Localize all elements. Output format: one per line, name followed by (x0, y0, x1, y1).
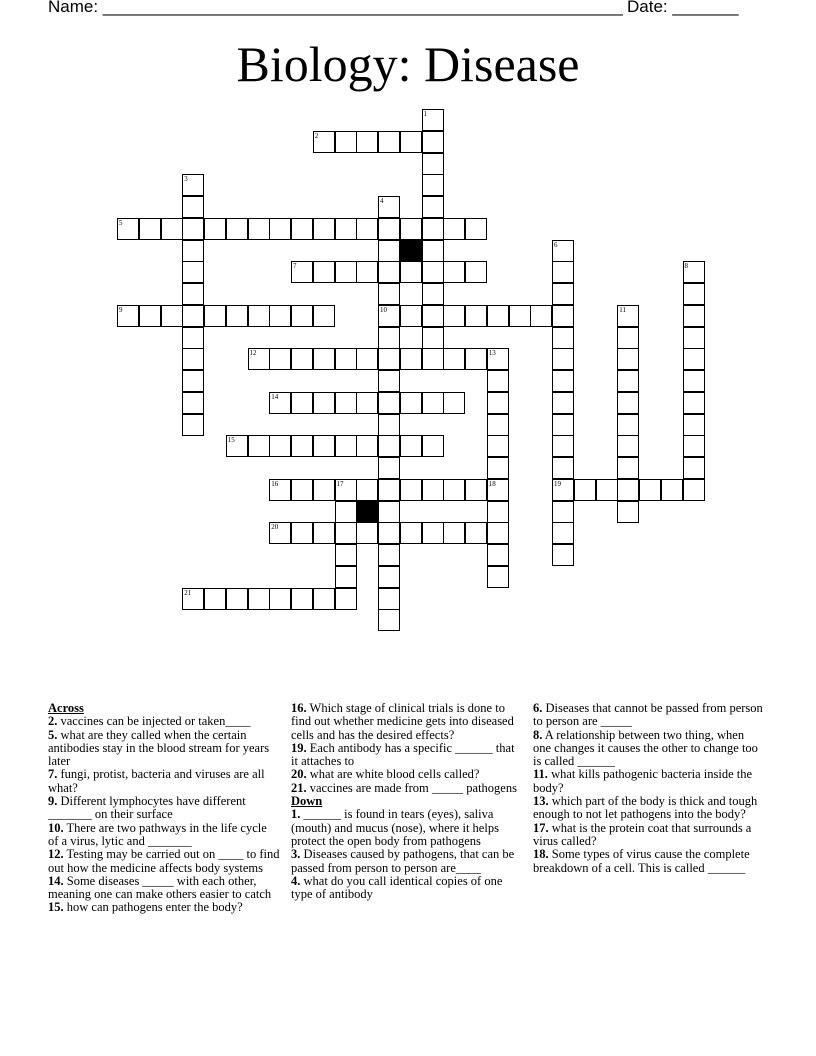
grid-cell[interactable] (356, 435, 378, 457)
grid-cell[interactable] (552, 392, 574, 414)
grid-cell[interactable] (378, 609, 400, 631)
grid-cell[interactable] (335, 392, 357, 414)
grid-cell[interactable] (552, 240, 574, 262)
clues-column-3 (533, 702, 765, 875)
grid-cell[interactable] (683, 348, 705, 370)
grid-cell[interactable] (422, 435, 444, 457)
grid-cell[interactable] (400, 348, 422, 370)
clue-item: 13. which part of the body is thick and tough enough to not let pathogens into the body? (533, 794, 758, 822)
grid-cell[interactable] (226, 305, 248, 327)
grid-cell[interactable] (465, 261, 487, 283)
grid-cell[interactable] (378, 435, 400, 457)
grid-cell[interactable] (378, 348, 400, 370)
clue-item: 7. fungi, protist, bacteria and viruses are all what? (48, 767, 265, 795)
clues-column-2 (291, 702, 523, 901)
grid-cell[interactable] (182, 261, 204, 283)
grid-cell[interactable] (530, 305, 552, 327)
grid-cell[interactable] (422, 218, 444, 240)
clue-item: 3. Diseases caused by pathogens, that can be passed from person to person are____ (291, 847, 515, 875)
grid-cell[interactable] (269, 479, 291, 501)
page-title: Biology: Disease (236, 36, 580, 92)
clue-item: 16. Which stage of clinical trials is done to find out whether medicine gets into diseased cells and has the desired effects? (291, 701, 514, 742)
clue-number: 20 (271, 523, 279, 532)
grid-cell[interactable] (443, 392, 465, 414)
grid-cell[interactable] (356, 348, 378, 370)
grid-cell[interactable] (465, 218, 487, 240)
grid-cell[interactable] (683, 327, 705, 349)
grid-cell[interactable] (269, 218, 291, 240)
grid-cell[interactable] (552, 327, 574, 349)
grid-cell[interactable] (204, 218, 226, 240)
grid-cell[interactable] (335, 348, 357, 370)
grid-cell[interactable] (465, 348, 487, 370)
grid-cell[interactable] (182, 283, 204, 305)
black-square (356, 501, 378, 523)
clue-item: 8. A relationship between two thing, when one changes it causes the other to change too is called ______ (533, 727, 758, 769)
clue-item: 20. what are white blood cells called? (291, 767, 480, 782)
grid-cell[interactable] (356, 479, 378, 501)
clue-number: 9 (119, 305, 123, 314)
grid-cell[interactable] (291, 522, 313, 544)
clue-item: 15. how can pathogens enter the body? (48, 900, 243, 915)
grid-cell[interactable] (552, 414, 574, 436)
grid-cell[interactable] (617, 370, 639, 392)
grid-cell[interactable] (335, 522, 357, 544)
grid-cell[interactable] (182, 305, 204, 327)
clue-number: 17 (336, 479, 344, 488)
grid-cell[interactable] (465, 479, 487, 501)
grid-cell[interactable] (617, 327, 639, 349)
grid-cell[interactable] (617, 435, 639, 457)
grid-cell[interactable] (335, 131, 357, 153)
grid-cell[interactable] (313, 588, 335, 610)
grid-cell[interactable] (683, 435, 705, 457)
grid-cell[interactable] (378, 218, 400, 240)
grid-cell[interactable] (182, 218, 204, 240)
grid-cell[interactable] (552, 305, 574, 327)
grid-cell[interactable] (248, 218, 270, 240)
grid-cell[interactable] (552, 283, 574, 305)
grid-cell[interactable] (356, 218, 378, 240)
grid-cell[interactable] (596, 479, 618, 501)
grid-cell[interactable] (487, 305, 509, 327)
grid-cell[interactable] (182, 392, 204, 414)
grid-cell[interactable] (269, 435, 291, 457)
clue-number: 7 (293, 262, 297, 271)
clue-number: 1 (423, 110, 427, 118)
clue-number: 14 (271, 392, 279, 401)
grid-cell[interactable] (617, 457, 639, 479)
clue-item: 21. vaccines are made from _____ pathogens (291, 780, 517, 795)
grid-cell[interactable] (683, 261, 705, 283)
grid-cell[interactable] (378, 392, 400, 414)
grid-cell[interactable] (422, 283, 444, 305)
grid-cell[interactable] (313, 435, 335, 457)
grid-cell[interactable] (487, 348, 509, 370)
grid-cell[interactable] (400, 392, 422, 414)
grid-cell[interactable] (378, 414, 400, 436)
grid-cell[interactable] (683, 457, 705, 479)
clue-number: 12 (249, 349, 257, 358)
grid-cell[interactable] (378, 370, 400, 392)
grid-cell[interactable] (422, 348, 444, 370)
grid-cell[interactable] (356, 261, 378, 283)
grid-cell[interactable] (443, 305, 465, 327)
clue-number: 15 (227, 436, 235, 445)
grid-cell[interactable] (617, 479, 639, 501)
grid-cell[interactable] (487, 522, 509, 544)
date-field[interactable]: Date: _______ (627, 0, 739, 16)
grid-cell[interactable] (117, 305, 139, 327)
grid-cell[interactable] (313, 348, 335, 370)
grid-cell[interactable] (422, 261, 444, 283)
grid-cell[interactable] (204, 305, 226, 327)
grid-cell[interactable] (182, 348, 204, 370)
grid-cell[interactable] (182, 370, 204, 392)
clue-item: 5. what are they called when the certain antibodies stay in the blood stream for years later (48, 727, 270, 769)
grid-cell[interactable] (313, 305, 335, 327)
grid-cell[interactable] (291, 588, 313, 610)
clue-item: 14. Some diseases _____ with each other, meaning one can make others easier to catch (48, 873, 272, 902)
clue-number: 21 (184, 588, 192, 597)
clue-number: 19 (554, 479, 561, 488)
grid-cell[interactable] (400, 218, 422, 240)
grid-cell[interactable] (443, 479, 465, 501)
grid-cell[interactable] (400, 522, 422, 544)
clue-number: 11 (619, 305, 627, 314)
grid-cell[interactable] (182, 174, 204, 196)
clue-number: 10 (380, 305, 387, 314)
grid-cell[interactable] (291, 348, 313, 370)
grid-cell[interactable] (443, 348, 465, 370)
grid-cell[interactable] (313, 522, 335, 544)
grid-cell[interactable] (291, 479, 313, 501)
grid-cell[interactable] (182, 240, 204, 262)
grid-cell[interactable] (552, 435, 574, 457)
clue-number: 16 (271, 479, 279, 488)
clue-number: 13 (488, 349, 496, 358)
grid-cell[interactable] (139, 218, 161, 240)
grid-cell[interactable] (400, 305, 422, 327)
grid-cell[interactable] (335, 261, 357, 283)
grid-cell[interactable] (313, 218, 335, 240)
clue-item: 10. There are two pathways in the life cycle of a virus, lytic and _______ (48, 820, 267, 848)
grid-cell[interactable] (465, 522, 487, 544)
grid-cell[interactable] (400, 131, 422, 153)
grid-cell[interactable] (617, 305, 639, 327)
grid-cell[interactable] (117, 218, 139, 240)
grid-cell[interactable] (291, 261, 313, 283)
grid-cell[interactable] (378, 261, 400, 283)
grid-cell[interactable] (378, 479, 400, 501)
grid-cell[interactable] (422, 196, 444, 218)
grid-cell[interactable] (683, 392, 705, 414)
grid-cell[interactable] (661, 479, 683, 501)
grid-cell[interactable] (313, 479, 335, 501)
grid-cell[interactable] (378, 327, 400, 349)
grid-cell[interactable] (617, 501, 639, 523)
grid-cell[interactable] (291, 305, 313, 327)
grid-cell[interactable] (356, 392, 378, 414)
grid-cell[interactable] (487, 370, 509, 392)
grid-cell[interactable] (248, 588, 270, 610)
name-field[interactable]: Name: _______________________________________________________ (48, 0, 623, 16)
grid-cell[interactable] (226, 435, 248, 457)
grid-cell[interactable] (248, 348, 270, 370)
grid-cell[interactable] (378, 501, 400, 523)
grid-cell[interactable] (487, 435, 509, 457)
grid-cell[interactable] (639, 479, 661, 501)
grid-cell[interactable] (378, 240, 400, 262)
grid-cell[interactable] (683, 305, 705, 327)
clue-item: 17. what is the protein coat that surrounds a virus called? (533, 820, 752, 848)
clue-item: 6. Diseases that cannot be passed from person to person are _____ (533, 701, 763, 729)
grid-cell[interactable] (335, 501, 357, 523)
grid-cell[interactable] (182, 588, 204, 610)
grid-cell[interactable] (291, 218, 313, 240)
grid-cell[interactable] (552, 348, 574, 370)
grid-cell[interactable] (443, 218, 465, 240)
grid-cell[interactable] (617, 414, 639, 436)
grid-cell[interactable] (291, 435, 313, 457)
grid-cell[interactable] (487, 501, 509, 523)
grid-cell[interactable] (574, 479, 596, 501)
clue-item: 19. Each antibody has a specific ______ that it attaches to (291, 740, 515, 769)
grid-cell[interactable] (443, 261, 465, 283)
clues-column-1 (48, 702, 280, 915)
grid-cell[interactable] (335, 435, 357, 457)
grid-cell[interactable] (269, 392, 291, 414)
grid-cell[interactable] (487, 392, 509, 414)
grid-cell[interactable] (291, 392, 313, 414)
grid-cell[interactable] (356, 131, 378, 153)
grid-cell[interactable] (487, 566, 509, 588)
grid-cell[interactable] (487, 479, 509, 501)
grid-cell[interactable] (400, 435, 422, 457)
grid-cell[interactable] (552, 261, 574, 283)
grid-cell[interactable] (269, 522, 291, 544)
grid-cell[interactable] (378, 131, 400, 153)
grid-cell[interactable] (378, 196, 400, 218)
clue-number: 4 (380, 197, 384, 205)
grid-cell[interactable] (226, 588, 248, 610)
clue-item: 4. what do you call identical copies of one type of antibody (291, 873, 503, 902)
grid-cell[interactable] (443, 522, 465, 544)
grid-cell[interactable] (552, 479, 574, 501)
grid-cell[interactable] (378, 566, 400, 588)
grid-cell[interactable] (552, 501, 574, 523)
grid-cell[interactable] (465, 305, 487, 327)
clue-section-heading: Down (291, 794, 323, 809)
grid-cell[interactable] (248, 435, 270, 457)
clue-item: 12. Testing may be carried out on ____ to find out how the medicine affects body systems (48, 847, 280, 875)
grid-cell[interactable] (313, 392, 335, 414)
clue-item: 9. Different lymphocytes have different _______ on their surface (48, 794, 246, 822)
grid-cell[interactable] (487, 544, 509, 566)
grid-cell[interactable] (161, 305, 183, 327)
grid-cell[interactable] (683, 283, 705, 305)
clue-item: 2. vaccines can be injected or taken____ (48, 714, 251, 729)
grid-cell[interactable] (378, 588, 400, 610)
grid-cell[interactable] (161, 218, 183, 240)
grid-cell[interactable] (269, 348, 291, 370)
grid-cell[interactable] (552, 544, 574, 566)
clue-number: 8 (684, 262, 688, 271)
clue-item: 1. ______ is found in tears (eyes), saliva (mouth) and mucus (nose), where it helps protect the open body from pathogens (291, 807, 499, 848)
grid-cell[interactable] (269, 305, 291, 327)
grid-cell[interactable] (422, 153, 444, 175)
grid-cell[interactable] (422, 109, 444, 131)
grid-cell[interactable] (422, 392, 444, 414)
grid-cell[interactable] (509, 305, 531, 327)
grid-cell[interactable] (487, 414, 509, 436)
grid-cell[interactable] (400, 261, 422, 283)
grid-cell[interactable] (422, 327, 444, 349)
grid-cell[interactable] (182, 414, 204, 436)
grid-cell[interactable] (422, 522, 444, 544)
clue-number: 2 (314, 131, 319, 140)
grid-cell[interactable] (335, 479, 357, 501)
grid-cell[interactable] (422, 131, 444, 153)
grid-cell[interactable] (378, 522, 400, 544)
grid-cell[interactable] (335, 218, 357, 240)
grid-cell[interactable] (422, 174, 444, 196)
clue-number: 18 (488, 479, 496, 488)
grid-cell[interactable] (617, 348, 639, 370)
grid-cell[interactable] (335, 588, 357, 610)
clue-number: 3 (184, 175, 188, 184)
grid-cell[interactable] (487, 457, 509, 479)
grid-cell[interactable] (552, 457, 574, 479)
clue-number: 5 (119, 218, 123, 227)
grid-cell[interactable] (683, 370, 705, 392)
grid-cell[interactable] (378, 544, 400, 566)
grid-cell[interactable] (422, 479, 444, 501)
grid-cell[interactable] (422, 305, 444, 327)
grid-cell[interactable] (204, 588, 226, 610)
grid-cell[interactable] (182, 327, 204, 349)
grid-cell[interactable] (378, 283, 400, 305)
grid-cell[interactable] (226, 218, 248, 240)
grid-cell[interactable] (356, 522, 378, 544)
grid-cell[interactable] (378, 457, 400, 479)
grid-cell[interactable] (552, 522, 574, 544)
grid-cell[interactable] (400, 479, 422, 501)
grid-cell[interactable] (182, 196, 204, 218)
grid-cell[interactable] (269, 588, 291, 610)
clue-item: 18. Some types of virus cause the complete breakdown of a cell. This is called ______ (533, 847, 750, 875)
grid-cell[interactable] (422, 240, 444, 262)
grid-cell[interactable] (335, 544, 357, 566)
grid-cell[interactable] (552, 370, 574, 392)
grid-cell[interactable] (313, 131, 335, 153)
grid-cell[interactable] (683, 414, 705, 436)
grid-cell[interactable] (313, 261, 335, 283)
grid-cell[interactable] (683, 479, 705, 501)
grid-cell[interactable] (248, 305, 270, 327)
grid-cell[interactable] (139, 305, 161, 327)
grid-cell[interactable] (378, 305, 400, 327)
clue-item: 11. what kills pathogenic bacteria inside the body? (533, 767, 753, 795)
clue-number: 6 (554, 240, 558, 249)
black-square (400, 240, 422, 262)
grid-cell[interactable] (617, 392, 639, 414)
grid-cell[interactable] (335, 566, 357, 588)
clue-section-heading: Across (48, 701, 84, 715)
